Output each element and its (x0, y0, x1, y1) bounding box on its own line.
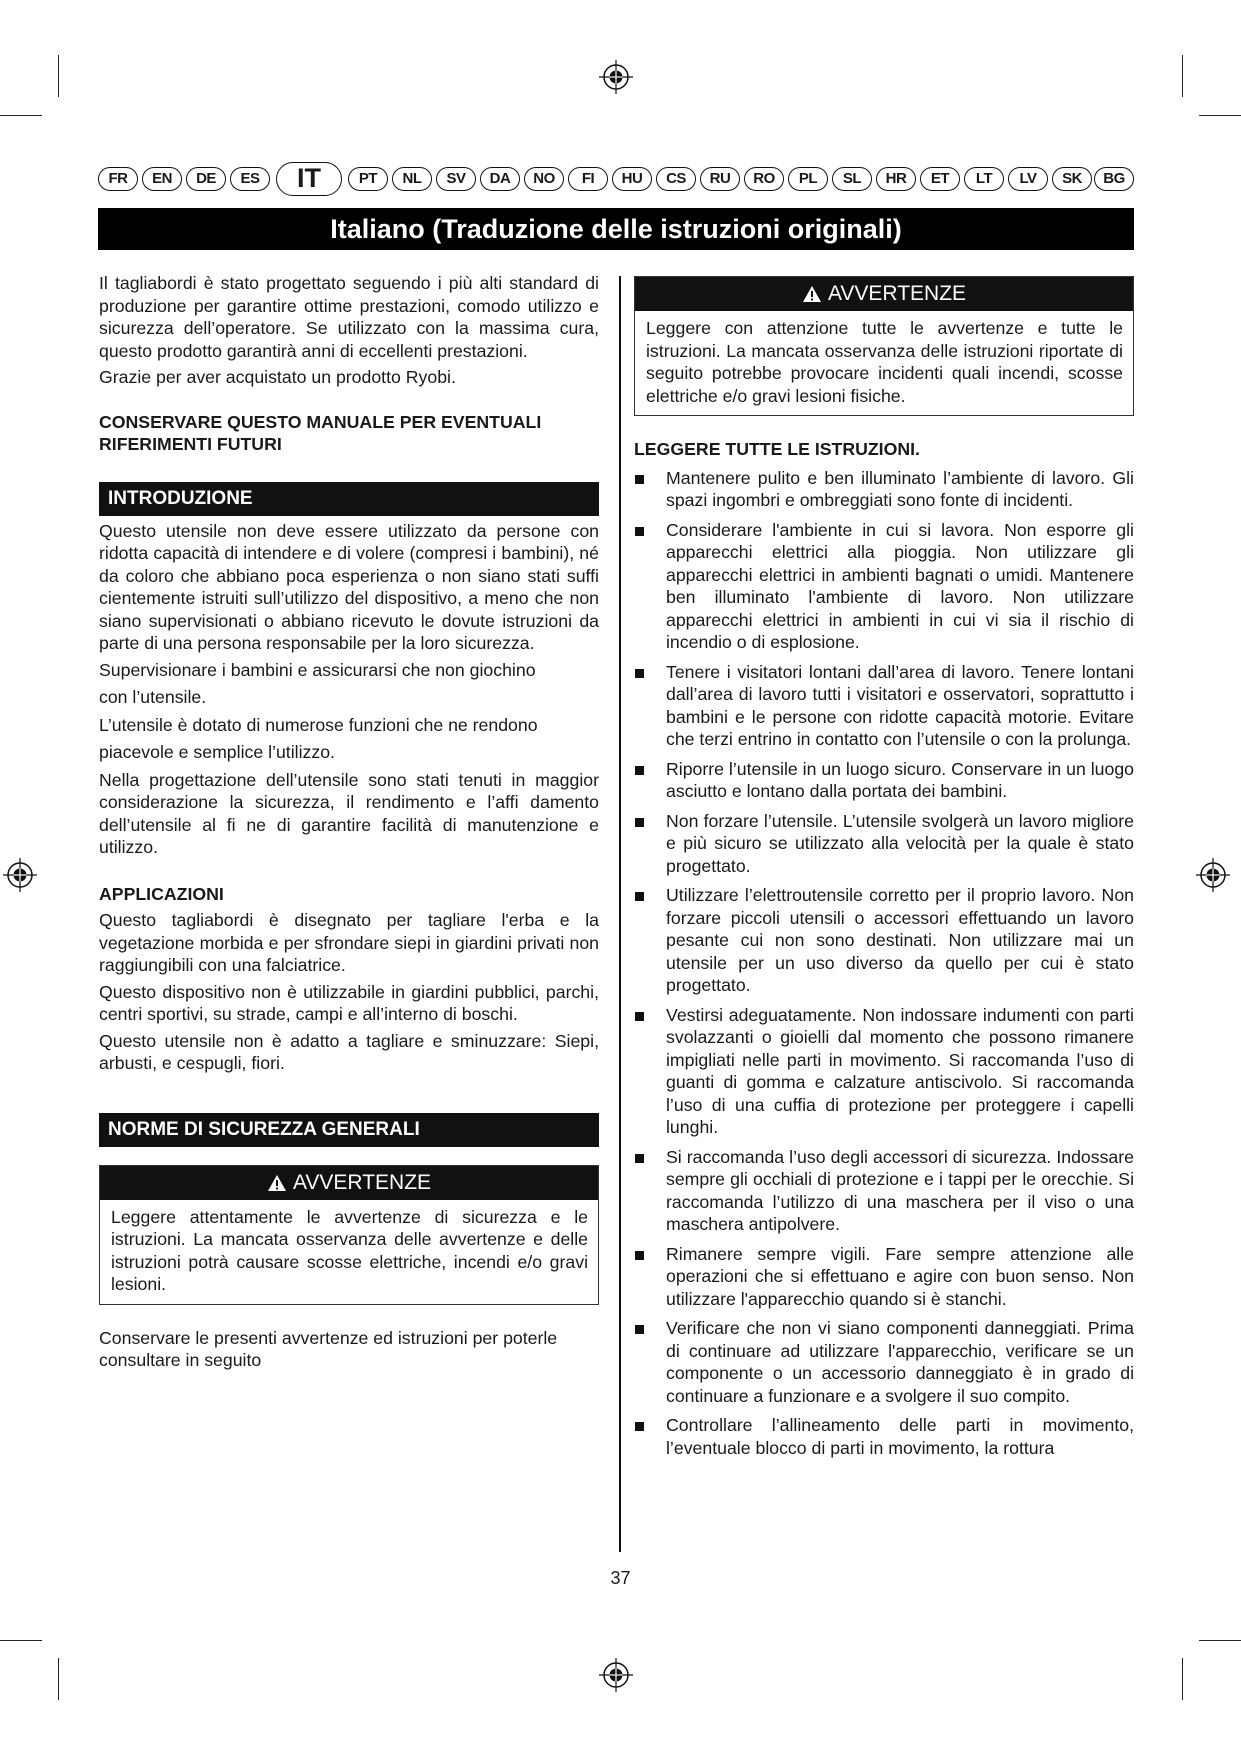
applicazioni-paragraph-3: Questo utensile non è adatto a tagliare e sminuzzare: Siepi, arbusti, e cespugli, fiori. (99, 1030, 599, 1073)
lang-badge-es: ES (230, 167, 270, 191)
lang-badge-sv: SV (436, 167, 476, 191)
design-paragraph: Nella progettazione dell’utensile sono stati tenuti in maggior considerazione la sicurezza, il rendimento e l’affi damento dell’utensile al fi ne di garantire facilità di manutenzione e utilizzo. (99, 769, 599, 857)
keep-manual-heading: CONSERVARE QUESTO MANUALE PER EVENTUALI RIFERIMENTI FUTURI (99, 411, 542, 454)
lang-badge-fi: FI (568, 167, 608, 191)
lang-badge-fr: FR (98, 167, 138, 191)
warning-triangle-icon (267, 1174, 287, 1192)
page-number: 37 (610, 1568, 631, 1588)
warning-header (100, 1166, 598, 1200)
lang-badge-pl: PL (788, 167, 828, 191)
bullet-square-icon (635, 1422, 644, 1431)
column-divider (619, 276, 621, 1552)
applicazioni-paragraph-2: Questo dispositivo non è utilizzabile in giardini pubblici, parchi, centri sportivi, su strade, campi e all’interno di boschi. (99, 981, 599, 1024)
list-item: Non forzare l’utensile. L’utensile svolgerà un lavoro migliore e più sicuro se utilizzato alla velocità per la quale è stato progettato. (634, 810, 1134, 878)
lang-badge-ro: RO (744, 167, 784, 191)
bullet-square-icon (635, 766, 644, 775)
list-item: Utilizzare l’elettroutensile corretto per il proprio lavoro. Non forzare piccoli utensili o accessori effettuando un lavoro pesante cui non sono destinati. Non utilizzare mai un utensile per un uso diverso da quello per cui è stato progettato. (634, 884, 1134, 997)
list-item: Verificare che non vi siano componenti danneggiati. Prima di continuare ad utilizzare l'apparecchio, verificare se un componente o un accessorio danneggiato è in grado di continuare a funzionare e a svolgere il suo compito. (634, 1317, 1134, 1407)
lang-badge-hr: HR (876, 167, 916, 191)
list-item: Vestirsi adeguatamente. Non indossare indumenti con parti svolazzanti o gioielli dal momento che possono rimanere impigliati nelle parti in movimento. Si raccomanda l’uso di guanti di gomma e calzature antiscivolo. Si raccomanda l’uso di una cuffia di protezione per proteggere i capelli lunghi. (634, 1004, 1134, 1139)
bullet-square-icon (635, 1012, 644, 1021)
warning-label: AVVERTENZE (292, 1170, 432, 1194)
bullet-square-icon (635, 669, 644, 678)
applicazioni-heading: APPLICAZIONI (99, 883, 224, 904)
language-bar (98, 162, 1134, 196)
bullet-square-icon (635, 527, 644, 536)
bullet-square-icon (635, 1251, 644, 1260)
warning-label: AVVERTENZE (827, 282, 967, 305)
list-item: Rimanere sempre vigili. Fare sempre attenzione alle operazioni che si effettuano e agire con buon senso. Non utilizzare l'apparecchio quando si è stanchi. (634, 1243, 1134, 1311)
list-item: Riporre l’utensile in un luogo sicuro. Conservare in un luogo asciutto e lontano dalla portata dei bambini. (634, 758, 1134, 803)
list-item: Tenere i visitatori lontani dall’area di lavoro. Tenere lontani dall’area di lavoro tutti i visitatori e osservatori, soprattutto i bambini e le persone con ridotte capacità motorie. Evitare che terzi entrino in contatto con l’utensile o con la prolunga. (634, 661, 1134, 751)
bullet-square-icon (635, 892, 644, 901)
warning-text: Leggere attentamente le avvertenze di sicurezza e le istruzioni. La mancata osservanza delle avvertenze e delle istruzioni potrà causare scosse elettriche, incendi e/o gravi lesioni. (111, 1206, 588, 1294)
crop-mark (1182, 55, 1183, 97)
bullet-square-icon (635, 475, 644, 484)
registration-mark-icon (599, 1658, 633, 1692)
warning-text: Leggere con attenzione tutte le avvertenze e tutte le istruzioni. La mancata osservanza delle istruzioni riportate di seguito potrebbe provocare incidenti quali incendi, scosse elettriche e/o gravi lesioni fisiche. (646, 318, 1123, 406)
registration-mark-icon (599, 60, 633, 94)
list-item: Si raccomanda l’uso degli accessori di sicurezza. Indossare sempre gli occhiali di protezione e i tappi per le orecchie. Si raccomanda l’utilizzo di una maschera per il viso o una maschera antipolvere. (634, 1146, 1134, 1236)
list-item: Considerare l'ambiente in cui si lavora. Non esporre gli apparecchi elettrici alla pioggia. Non utilizzare gli apparecchi elettrici in ambienti bagnati o umidi. Mantenere ben illuminato l'ambiente di lavoro. Non utilizzare apparecchi elettrici in ambienti in cui vi sia il rischio di incendio o di esplosione. (634, 519, 1134, 654)
intro-paragraph: Il tagliabordi è stato progettato seguendo i più alti standard di produzione per garantire ottime prestazioni, comodo utilizzo e sicurezza dell’operatore. Se utilizzato con la massima cura, questo prodotto garantirà anni di eccellenti prestazioni. (99, 273, 599, 361)
lang-badge-lt: LT (964, 167, 1004, 191)
lang-badge-no: NO (524, 167, 564, 191)
crop-mark (1182, 1658, 1183, 1700)
applicazioni-paragraph-1: Questo tagliabordi è disegnato per tagliare l'erba e la vegetazione morbida e per sfrondare siepi in giardini privati non raggiungibili con una falciatrice. (99, 910, 599, 975)
crop-mark (1199, 1640, 1241, 1641)
lang-badge-lv: LV (1008, 167, 1048, 191)
lang-badge-nl: NL (392, 167, 432, 191)
warning-header (635, 277, 1133, 311)
crop-mark (58, 55, 59, 97)
crop-mark (0, 1640, 42, 1641)
features-line-2: piacevole e semplice l’utilizzo. (99, 742, 335, 762)
lang-badge-da: DA (480, 167, 520, 191)
supervision-line-2: con l’utensile. (99, 687, 207, 707)
crop-mark (58, 1658, 59, 1700)
bullet-square-icon (635, 818, 644, 827)
crop-mark (1199, 115, 1241, 116)
lang-badge-hu: HU (612, 167, 652, 191)
bullet-square-icon (635, 1325, 644, 1334)
safety-list (634, 467, 1134, 1460)
features-line-1: L’utensile è dotato di numerose funzioni che ne rendono (99, 714, 538, 735)
lang-badge-sl: SL (832, 167, 872, 191)
warning-box (634, 276, 1134, 416)
introduzione-paragraph: Questo utensile non deve essere utilizzato da persone con ridotta capacità di intendere e di volere (compresi i bambini), né da coloro che abbiano poca esperienza o non siano stati suffi cientemente istruiti sull’utilizzo del dispositivo, a meno che non siano supervisionati o abbiano ricevuto le dovute istruzioni da parte di una persona responsabile per la loro sicurezza. (99, 520, 599, 653)
right-column (634, 276, 1134, 1466)
lang-badge-bg: BG (1094, 167, 1134, 191)
lang-badge-cs: CS (656, 167, 696, 191)
warning-box (99, 1165, 599, 1305)
bullet-square-icon (635, 1154, 644, 1163)
lang-badge-pt: PT (348, 167, 388, 191)
lang-badge-de: DE (186, 167, 226, 191)
closing-paragraph: Conservare le presenti avvertenze ed istruzioni per poterle consultare in seguito (99, 1327, 558, 1370)
lang-badge-ru: RU (700, 167, 740, 191)
left-column (99, 272, 599, 1376)
lang-badge-sk: SK (1052, 167, 1092, 191)
page-title: Italiano (Traduzione delle istruzioni originali) (98, 208, 1134, 250)
norme-heading: NORME DI SICUREZZA GENERALI (99, 1113, 599, 1147)
list-item: Controllare l’allineamento delle parti in movimento, l’eventuale blocco di parti in movimento, la rottura (634, 1414, 1134, 1459)
lang-badge-et: ET (920, 167, 960, 191)
registration-mark-icon (1196, 858, 1230, 892)
supervision-line-1: Supervisionare i bambini e assicurarsi che non giochino (99, 659, 536, 680)
lang-badge-it-active: IT (276, 162, 342, 196)
warning-triangle-icon (802, 285, 822, 303)
list-item: Mantenere pulito e ben illuminato l’ambiente di lavoro. Gli spazi ingombri e ombreggiati sono fonte di incidenti. (634, 467, 1134, 512)
thanks-paragraph: Grazie per aver acquistato un prodotto Ryobi. (99, 367, 456, 387)
introduzione-heading: INTRODUZIONE (99, 482, 599, 516)
lang-badge-en: EN (142, 167, 182, 191)
read-all-heading: LEGGERE TUTTE LE ISTRUZIONI. (634, 439, 920, 459)
registration-mark-icon (3, 858, 37, 892)
crop-mark (0, 115, 42, 116)
